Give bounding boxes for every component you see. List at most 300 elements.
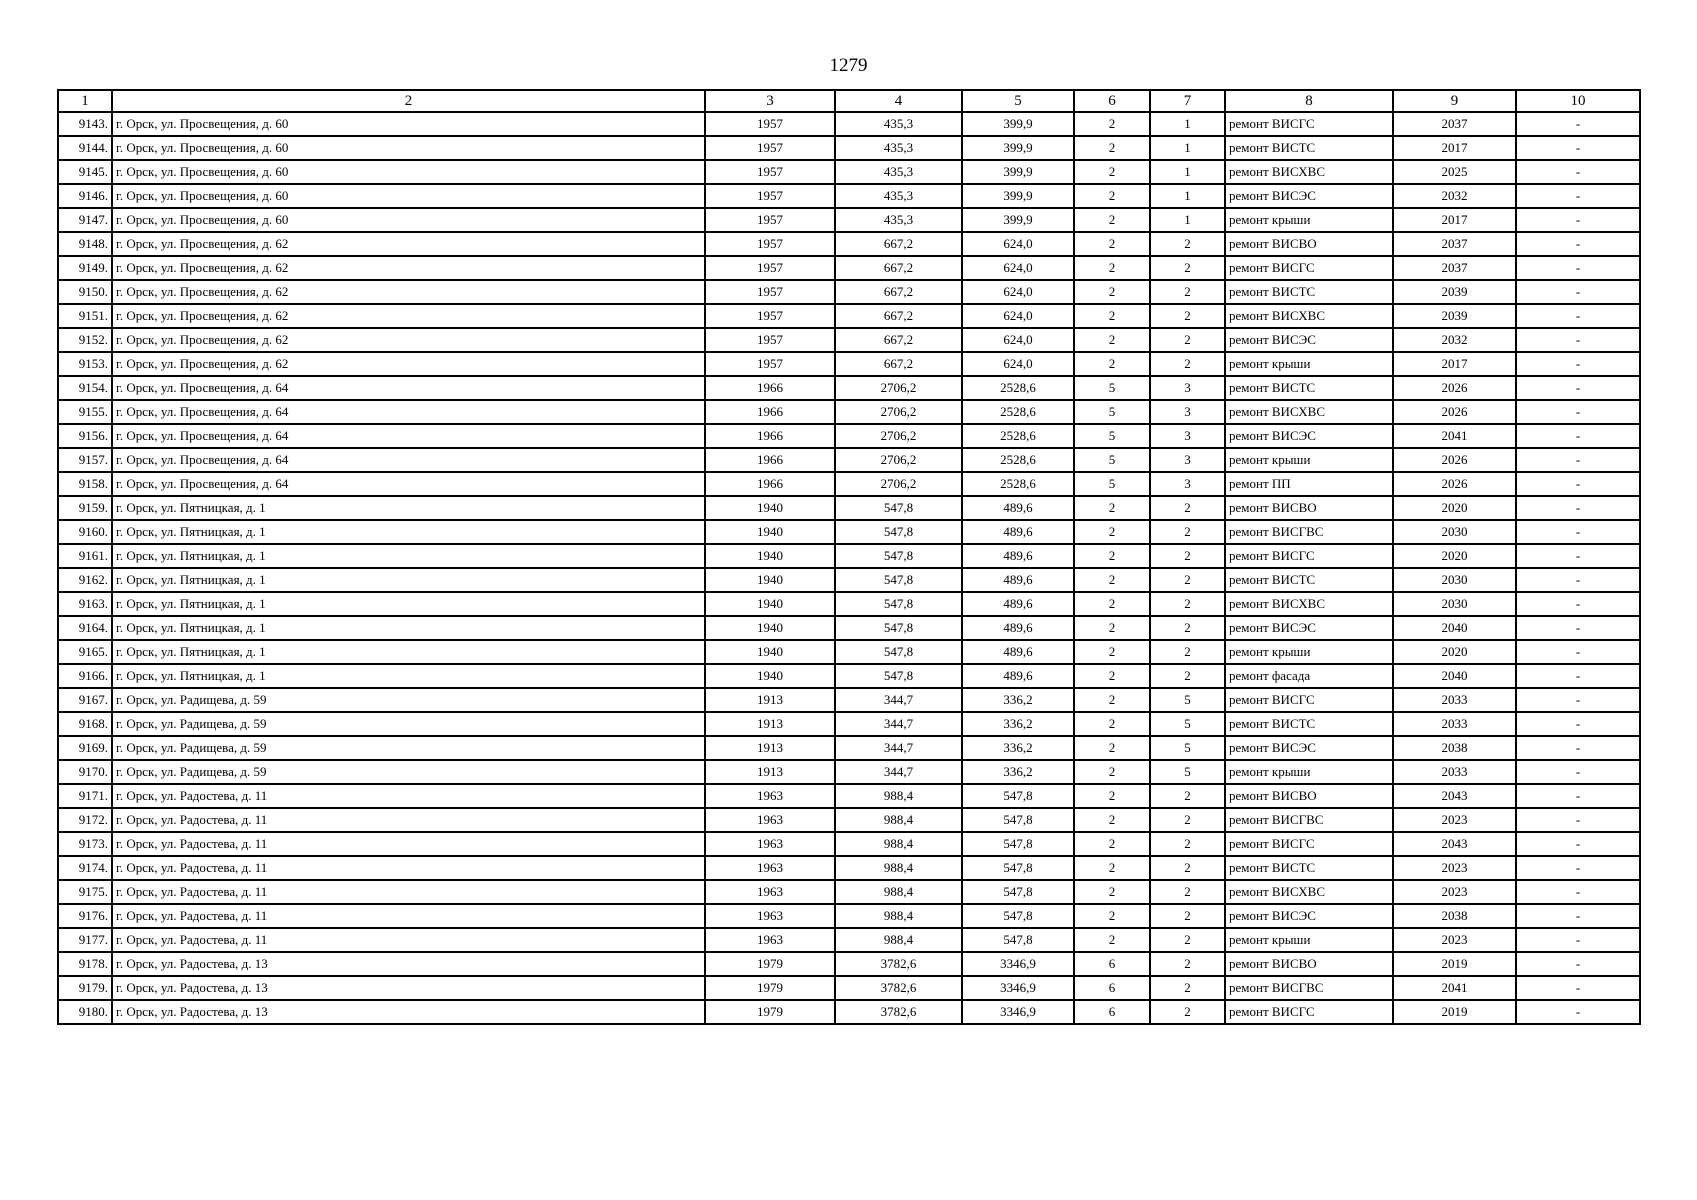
cell-address: г. Орск, ул. Радищева, д. 59 xyxy=(112,760,705,784)
cell-living-area: 489,6 xyxy=(962,544,1074,568)
cell-address: г. Орск, ул. Просвещения, д. 64 xyxy=(112,376,705,400)
cell-total-area: 435,3 xyxy=(835,184,962,208)
cell-build-year: 1963 xyxy=(705,832,835,856)
cell-living-area: 547,8 xyxy=(962,904,1074,928)
table-row xyxy=(58,808,1640,832)
cell-build-year: 1963 xyxy=(705,808,835,832)
cell-row-number: 9150. xyxy=(58,280,112,304)
cell-planned-year: 2026 xyxy=(1393,376,1516,400)
cell-note: - xyxy=(1516,184,1640,208)
cell-total-area: 435,3 xyxy=(835,208,962,232)
cell-living-area: 2528,6 xyxy=(962,376,1074,400)
cell-planned-year: 2033 xyxy=(1393,688,1516,712)
cell-total-area: 435,3 xyxy=(835,112,962,136)
cell-address: г. Орск, ул. Просвещения, д. 62 xyxy=(112,280,705,304)
cell-entrances: 1 xyxy=(1150,160,1225,184)
cell-row-number: 9168. xyxy=(58,712,112,736)
cell-living-area: 399,9 xyxy=(962,136,1074,160)
cell-build-year: 1940 xyxy=(705,616,835,640)
cell-planned-year: 2041 xyxy=(1393,976,1516,1000)
table-row xyxy=(58,232,1640,256)
cell-floors: 2 xyxy=(1074,496,1150,520)
cell-work-type: ремонт ВИСГС xyxy=(1225,256,1393,280)
cell-address: г. Орск, ул. Радостева, д. 13 xyxy=(112,1000,705,1024)
cell-note: - xyxy=(1516,448,1640,472)
cell-total-area: 3782,6 xyxy=(835,976,962,1000)
cell-total-area: 547,8 xyxy=(835,664,962,688)
cell-note: - xyxy=(1516,280,1640,304)
cell-address: г. Орск, ул. Радостева, д. 11 xyxy=(112,856,705,880)
cell-work-type: ремонт ВИСВО xyxy=(1225,784,1393,808)
cell-work-type: ремонт ВИСГВС xyxy=(1225,808,1393,832)
cell-total-area: 3782,6 xyxy=(835,1000,962,1024)
table-row xyxy=(58,880,1640,904)
cell-total-area: 988,4 xyxy=(835,928,962,952)
cell-planned-year: 2038 xyxy=(1393,904,1516,928)
cell-living-area: 3346,9 xyxy=(962,1000,1074,1024)
cell-total-area: 667,2 xyxy=(835,232,962,256)
cell-planned-year: 2026 xyxy=(1393,400,1516,424)
cell-total-area: 667,2 xyxy=(835,328,962,352)
cell-total-area: 988,4 xyxy=(835,832,962,856)
table-row xyxy=(58,952,1640,976)
cell-planned-year: 2037 xyxy=(1393,112,1516,136)
table-row xyxy=(58,448,1640,472)
cell-total-area: 2706,2 xyxy=(835,424,962,448)
cell-address: г. Орск, ул. Просвещения, д. 64 xyxy=(112,424,705,448)
cell-floors: 2 xyxy=(1074,928,1150,952)
cell-note: - xyxy=(1516,784,1640,808)
cell-row-number: 9175. xyxy=(58,880,112,904)
cell-row-number: 9151. xyxy=(58,304,112,328)
cell-planned-year: 2023 xyxy=(1393,928,1516,952)
table-row xyxy=(58,160,1640,184)
cell-work-type: ремонт ВИСГС xyxy=(1225,832,1393,856)
cell-work-type: ремонт ВИСХВС xyxy=(1225,400,1393,424)
cell-row-number: 9173. xyxy=(58,832,112,856)
table-row xyxy=(58,400,1640,424)
cell-note: - xyxy=(1516,232,1640,256)
cell-row-number: 9143. xyxy=(58,112,112,136)
cell-row-number: 9152. xyxy=(58,328,112,352)
cell-floors: 2 xyxy=(1074,736,1150,760)
cell-build-year: 1957 xyxy=(705,232,835,256)
cell-entrances: 2 xyxy=(1150,544,1225,568)
cell-note: - xyxy=(1516,808,1640,832)
cell-planned-year: 2037 xyxy=(1393,256,1516,280)
cell-entrances: 2 xyxy=(1150,1000,1225,1024)
page-number: 1279 xyxy=(829,55,868,76)
cell-build-year: 1966 xyxy=(705,424,835,448)
cell-row-number: 9167. xyxy=(58,688,112,712)
cell-floors: 5 xyxy=(1074,424,1150,448)
cell-build-year: 1966 xyxy=(705,472,835,496)
cell-note: - xyxy=(1516,592,1640,616)
cell-total-area: 3782,6 xyxy=(835,952,962,976)
cell-floors: 2 xyxy=(1074,280,1150,304)
cell-living-area: 2528,6 xyxy=(962,424,1074,448)
cell-living-area: 336,2 xyxy=(962,712,1074,736)
cell-entrances: 1 xyxy=(1150,208,1225,232)
cell-total-area: 547,8 xyxy=(835,544,962,568)
cell-row-number: 9174. xyxy=(58,856,112,880)
cell-address: г. Орск, ул. Радищева, д. 59 xyxy=(112,712,705,736)
cell-address: г. Орск, ул. Радостева, д. 13 xyxy=(112,976,705,1000)
cell-address: г. Орск, ул. Пятницкая, д. 1 xyxy=(112,664,705,688)
cell-work-type: ремонт крыши xyxy=(1225,448,1393,472)
column-header-6: 6 xyxy=(1074,90,1150,112)
table-row xyxy=(58,832,1640,856)
table-row xyxy=(58,208,1640,232)
cell-total-area: 344,7 xyxy=(835,712,962,736)
cell-build-year: 1963 xyxy=(705,904,835,928)
cell-build-year: 1957 xyxy=(705,184,835,208)
cell-work-type: ремонт ВИСТС xyxy=(1225,856,1393,880)
cell-living-area: 547,8 xyxy=(962,928,1074,952)
column-header-3: 3 xyxy=(705,90,835,112)
cell-floors: 2 xyxy=(1074,592,1150,616)
cell-entrances: 2 xyxy=(1150,856,1225,880)
cell-build-year: 1966 xyxy=(705,448,835,472)
table-row xyxy=(58,520,1640,544)
cell-build-year: 1957 xyxy=(705,352,835,376)
cell-note: - xyxy=(1516,760,1640,784)
cell-note: - xyxy=(1516,1000,1640,1024)
cell-row-number: 9148. xyxy=(58,232,112,256)
cell-note: - xyxy=(1516,160,1640,184)
cell-build-year: 1963 xyxy=(705,928,835,952)
cell-address: г. Орск, ул. Просвещения, д. 64 xyxy=(112,400,705,424)
cell-planned-year: 2040 xyxy=(1393,664,1516,688)
cell-build-year: 1940 xyxy=(705,592,835,616)
cell-row-number: 9153. xyxy=(58,352,112,376)
table-row xyxy=(58,688,1640,712)
cell-planned-year: 2033 xyxy=(1393,760,1516,784)
cell-build-year: 1940 xyxy=(705,520,835,544)
table-row xyxy=(58,712,1640,736)
cell-planned-year: 2026 xyxy=(1393,472,1516,496)
cell-entrances: 3 xyxy=(1150,400,1225,424)
cell-build-year: 1940 xyxy=(705,640,835,664)
cell-address: г. Орск, ул. Радостева, д. 11 xyxy=(112,832,705,856)
cell-floors: 5 xyxy=(1074,472,1150,496)
cell-build-year: 1957 xyxy=(705,280,835,304)
cell-note: - xyxy=(1516,616,1640,640)
cell-build-year: 1957 xyxy=(705,256,835,280)
cell-row-number: 9144. xyxy=(58,136,112,160)
cell-row-number: 9161. xyxy=(58,544,112,568)
cell-entrances: 3 xyxy=(1150,424,1225,448)
cell-address: г. Орск, ул. Радищева, д. 59 xyxy=(112,688,705,712)
cell-row-number: 9169. xyxy=(58,736,112,760)
cell-living-area: 336,2 xyxy=(962,688,1074,712)
cell-entrances: 2 xyxy=(1150,256,1225,280)
cell-living-area: 547,8 xyxy=(962,856,1074,880)
cell-total-area: 547,8 xyxy=(835,616,962,640)
cell-work-type: ремонт ВИСТС xyxy=(1225,568,1393,592)
cell-entrances: 2 xyxy=(1150,304,1225,328)
cell-planned-year: 2020 xyxy=(1393,544,1516,568)
cell-work-type: ремонт ПП xyxy=(1225,472,1393,496)
cell-floors: 2 xyxy=(1074,880,1150,904)
cell-row-number: 9180. xyxy=(58,1000,112,1024)
cell-note: - xyxy=(1516,832,1640,856)
column-header-10: 10 xyxy=(1516,90,1640,112)
cell-planned-year: 2017 xyxy=(1393,208,1516,232)
cell-work-type: ремонт крыши xyxy=(1225,928,1393,952)
cell-total-area: 435,3 xyxy=(835,136,962,160)
table-row xyxy=(58,592,1640,616)
cell-row-number: 9176. xyxy=(58,904,112,928)
cell-note: - xyxy=(1516,328,1640,352)
cell-build-year: 1979 xyxy=(705,1000,835,1024)
cell-note: - xyxy=(1516,952,1640,976)
cell-work-type: ремонт ВИСЭС xyxy=(1225,736,1393,760)
cell-floors: 2 xyxy=(1074,520,1150,544)
cell-entrances: 1 xyxy=(1150,112,1225,136)
cell-floors: 2 xyxy=(1074,256,1150,280)
table-row xyxy=(58,904,1640,928)
cell-work-type: ремонт ВИСХВС xyxy=(1225,880,1393,904)
cell-living-area: 489,6 xyxy=(962,664,1074,688)
cell-floors: 2 xyxy=(1074,712,1150,736)
cell-address: г. Орск, ул. Просвещения, д. 60 xyxy=(112,160,705,184)
table-row xyxy=(58,976,1640,1000)
cell-note: - xyxy=(1516,904,1640,928)
cell-living-area: 3346,9 xyxy=(962,952,1074,976)
table-row xyxy=(58,1000,1640,1024)
cell-work-type: ремонт ВИСГВС xyxy=(1225,520,1393,544)
cell-note: - xyxy=(1516,136,1640,160)
cell-living-area: 489,6 xyxy=(962,520,1074,544)
column-header-7: 7 xyxy=(1150,90,1225,112)
cell-address: г. Орск, ул. Пятницкая, д. 1 xyxy=(112,520,705,544)
table-row xyxy=(58,664,1640,688)
table-row xyxy=(58,136,1640,160)
cell-entrances: 5 xyxy=(1150,760,1225,784)
cell-address: г. Орск, ул. Просвещения, д. 62 xyxy=(112,256,705,280)
cell-floors: 2 xyxy=(1074,616,1150,640)
cell-planned-year: 2032 xyxy=(1393,184,1516,208)
cell-total-area: 344,7 xyxy=(835,688,962,712)
cell-total-area: 988,4 xyxy=(835,880,962,904)
table-row xyxy=(58,280,1640,304)
cell-planned-year: 2033 xyxy=(1393,712,1516,736)
cell-note: - xyxy=(1516,664,1640,688)
cell-row-number: 9178. xyxy=(58,952,112,976)
cell-floors: 5 xyxy=(1074,448,1150,472)
cell-floors: 6 xyxy=(1074,952,1150,976)
table-row xyxy=(58,472,1640,496)
cell-note: - xyxy=(1516,256,1640,280)
cell-entrances: 2 xyxy=(1150,976,1225,1000)
cell-build-year: 1957 xyxy=(705,136,835,160)
cell-entrances: 2 xyxy=(1150,328,1225,352)
cell-entrances: 2 xyxy=(1150,808,1225,832)
cell-entrances: 1 xyxy=(1150,184,1225,208)
cell-note: - xyxy=(1516,376,1640,400)
cell-note: - xyxy=(1516,880,1640,904)
cell-address: г. Орск, ул. Радостева, д. 11 xyxy=(112,808,705,832)
cell-work-type: ремонт ВИСЭС xyxy=(1225,616,1393,640)
cell-living-area: 336,2 xyxy=(962,760,1074,784)
cell-floors: 2 xyxy=(1074,328,1150,352)
cell-work-type: ремонт ВИСХВС xyxy=(1225,304,1393,328)
cell-note: - xyxy=(1516,520,1640,544)
cell-row-number: 9171. xyxy=(58,784,112,808)
cell-total-area: 2706,2 xyxy=(835,400,962,424)
cell-row-number: 9170. xyxy=(58,760,112,784)
repair-schedule-table xyxy=(57,89,1641,1025)
cell-entrances: 2 xyxy=(1150,568,1225,592)
cell-planned-year: 2026 xyxy=(1393,448,1516,472)
cell-floors: 2 xyxy=(1074,832,1150,856)
cell-work-type: ремонт крыши xyxy=(1225,352,1393,376)
cell-floors: 2 xyxy=(1074,688,1150,712)
cell-build-year: 1957 xyxy=(705,208,835,232)
cell-floors: 2 xyxy=(1074,136,1150,160)
table-row xyxy=(58,568,1640,592)
cell-floors: 2 xyxy=(1074,208,1150,232)
cell-address: г. Орск, ул. Просвещения, д. 60 xyxy=(112,184,705,208)
cell-work-type: ремонт ВИСТС xyxy=(1225,376,1393,400)
cell-note: - xyxy=(1516,544,1640,568)
cell-row-number: 9160. xyxy=(58,520,112,544)
cell-work-type: ремонт ВИСЭС xyxy=(1225,904,1393,928)
cell-build-year: 1913 xyxy=(705,736,835,760)
cell-row-number: 9177. xyxy=(58,928,112,952)
cell-total-area: 667,2 xyxy=(835,304,962,328)
cell-row-number: 9165. xyxy=(58,640,112,664)
cell-floors: 2 xyxy=(1074,568,1150,592)
cell-address: г. Орск, ул. Радищева, д. 59 xyxy=(112,736,705,760)
cell-floors: 2 xyxy=(1074,664,1150,688)
cell-row-number: 9145. xyxy=(58,160,112,184)
cell-living-area: 2528,6 xyxy=(962,448,1074,472)
cell-row-number: 9147. xyxy=(58,208,112,232)
cell-entrances: 2 xyxy=(1150,496,1225,520)
cell-row-number: 9154. xyxy=(58,376,112,400)
cell-note: - xyxy=(1516,568,1640,592)
cell-work-type: ремонт ВИСХВС xyxy=(1225,592,1393,616)
cell-address: г. Орск, ул. Просвещения, д. 60 xyxy=(112,136,705,160)
cell-address: г. Орск, ул. Радостева, д. 11 xyxy=(112,928,705,952)
cell-total-area: 2706,2 xyxy=(835,448,962,472)
cell-entrances: 2 xyxy=(1150,952,1225,976)
cell-work-type: ремонт ВИСГС xyxy=(1225,688,1393,712)
cell-living-area: 489,6 xyxy=(962,568,1074,592)
cell-entrances: 2 xyxy=(1150,592,1225,616)
cell-build-year: 1957 xyxy=(705,160,835,184)
cell-total-area: 435,3 xyxy=(835,160,962,184)
cell-address: г. Орск, ул. Пятницкая, д. 1 xyxy=(112,544,705,568)
cell-entrances: 3 xyxy=(1150,472,1225,496)
cell-living-area: 489,6 xyxy=(962,496,1074,520)
cell-work-type: ремонт крыши xyxy=(1225,760,1393,784)
cell-build-year: 1966 xyxy=(705,400,835,424)
cell-entrances: 2 xyxy=(1150,928,1225,952)
cell-floors: 2 xyxy=(1074,352,1150,376)
cell-build-year: 1979 xyxy=(705,952,835,976)
table-row xyxy=(58,184,1640,208)
table-row xyxy=(58,376,1640,400)
cell-living-area: 489,6 xyxy=(962,592,1074,616)
cell-build-year: 1957 xyxy=(705,112,835,136)
cell-row-number: 9146. xyxy=(58,184,112,208)
cell-row-number: 9179. xyxy=(58,976,112,1000)
cell-planned-year: 2030 xyxy=(1393,568,1516,592)
cell-row-number: 9149. xyxy=(58,256,112,280)
cell-living-area: 336,2 xyxy=(962,736,1074,760)
cell-planned-year: 2032 xyxy=(1393,328,1516,352)
table-row xyxy=(58,328,1640,352)
cell-floors: 2 xyxy=(1074,304,1150,328)
table-row xyxy=(58,928,1640,952)
cell-planned-year: 2025 xyxy=(1393,160,1516,184)
cell-floors: 6 xyxy=(1074,1000,1150,1024)
cell-entrances: 2 xyxy=(1150,280,1225,304)
table-row xyxy=(58,304,1640,328)
cell-living-area: 547,8 xyxy=(962,880,1074,904)
cell-entrances: 2 xyxy=(1150,616,1225,640)
cell-total-area: 2706,2 xyxy=(835,472,962,496)
cell-build-year: 1957 xyxy=(705,328,835,352)
cell-entrances: 5 xyxy=(1150,688,1225,712)
cell-planned-year: 2041 xyxy=(1393,424,1516,448)
cell-entrances: 1 xyxy=(1150,136,1225,160)
cell-address: г. Орск, ул. Просвещения, д. 64 xyxy=(112,472,705,496)
cell-planned-year: 2039 xyxy=(1393,280,1516,304)
cell-floors: 2 xyxy=(1074,784,1150,808)
cell-total-area: 344,7 xyxy=(835,736,962,760)
cell-living-area: 547,8 xyxy=(962,808,1074,832)
cell-total-area: 547,8 xyxy=(835,640,962,664)
cell-planned-year: 2017 xyxy=(1393,136,1516,160)
cell-planned-year: 2043 xyxy=(1393,832,1516,856)
cell-floors: 2 xyxy=(1074,232,1150,256)
cell-floors: 2 xyxy=(1074,856,1150,880)
cell-work-type: ремонт ВИСЭС xyxy=(1225,184,1393,208)
cell-build-year: 1963 xyxy=(705,880,835,904)
cell-floors: 2 xyxy=(1074,808,1150,832)
cell-total-area: 547,8 xyxy=(835,568,962,592)
cell-build-year: 1979 xyxy=(705,976,835,1000)
cell-planned-year: 2023 xyxy=(1393,808,1516,832)
cell-entrances: 2 xyxy=(1150,520,1225,544)
cell-total-area: 988,4 xyxy=(835,856,962,880)
cell-living-area: 624,0 xyxy=(962,352,1074,376)
table-row xyxy=(58,784,1640,808)
cell-note: - xyxy=(1516,304,1640,328)
cell-living-area: 624,0 xyxy=(962,280,1074,304)
cell-work-type: ремонт ВИСВО xyxy=(1225,496,1393,520)
cell-total-area: 988,4 xyxy=(835,904,962,928)
cell-build-year: 1913 xyxy=(705,760,835,784)
cell-floors: 2 xyxy=(1074,760,1150,784)
cell-row-number: 9166. xyxy=(58,664,112,688)
cell-address: г. Орск, ул. Просвещения, д. 60 xyxy=(112,208,705,232)
cell-living-area: 624,0 xyxy=(962,256,1074,280)
cell-address: г. Орск, ул. Радостева, д. 11 xyxy=(112,880,705,904)
cell-note: - xyxy=(1516,472,1640,496)
cell-living-area: 624,0 xyxy=(962,328,1074,352)
cell-entrances: 2 xyxy=(1150,664,1225,688)
cell-address: г. Орск, ул. Просвещения, д. 60 xyxy=(112,112,705,136)
cell-build-year: 1940 xyxy=(705,496,835,520)
cell-note: - xyxy=(1516,400,1640,424)
cell-address: г. Орск, ул. Пятницкая, д. 1 xyxy=(112,592,705,616)
cell-total-area: 988,4 xyxy=(835,784,962,808)
